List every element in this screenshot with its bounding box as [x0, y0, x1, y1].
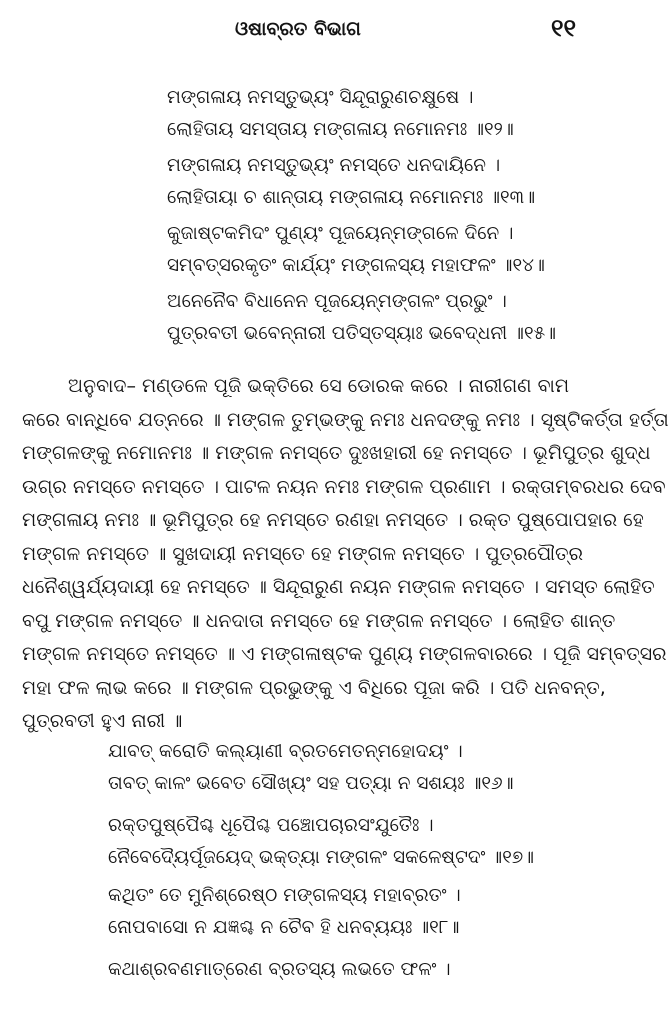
prose-line: ଉଗ୍ର ନମସ୍ତେ ନମସ୍ତେ । ପାଟଳ ନୟନ ନମଃ ମଙ୍ଗଳ ପ୍ରଣାମ । ରକ୍ତାମ୍ବରଧର ଦେବ: [22, 475, 666, 498]
verse-line: ଯାବତ୍ କରୋତି କଲ୍ୟାଣୀ ବ୍ରତମେତନ୍ମହୋଦୟଂ ।: [108, 741, 463, 762]
prose-line: ମଙ୍ଗଳ ନମସ୍ତେ ॥ ସୁଖଦାୟୀ ନମସ୍ତେ ହେ ମଙ୍ଗଳ ନମସ୍ତେ । ପୁତ୍ରପୌତ୍ର: [22, 542, 583, 565]
verse-line: ନୈବେଦ୍ୟୈର୍ପୂଜୟେଦ୍ ଭକ୍ତ୍ୟା ମଙ୍ଗଳଂ ସକଳେଷ୍ଟଦଂ ॥୧୭॥: [108, 847, 535, 868]
prose-line: ମହା ଫଳ ଲାଭ କରେ ॥ ମଙ୍ଗଳ ପ୍ରଭୁଙ୍କୁ ଏ ବିଧିରେ ପୂଜା କରି । ପତି ଧନବନ୍ତ,: [22, 676, 606, 699]
prose-line: ଧନୈଶ୍ୱର୍ଯ୍ୟଦାୟୀ ହେ ନମସ୍ତେ ॥ ସିନ୍ଦୂରାରୁଣ ନୟନ ମଙ୍ଗଳ ନମସ୍ତେ । ସମସ୍ତ ଲୋହିତ: [22, 576, 655, 598]
verse-line: ଲୋହିତାୟା ଚ ଶାନ୍ତାୟ ମଙ୍ଗଳାୟ ନମୋନମଃ ॥୧୩॥: [167, 187, 536, 208]
verse-line: ଅନେନୈବ ବିଧାନେନ ପୂଜୟେନ୍ମଙ୍ଗଳଂ ପ୍ରଭୁଂ ।: [167, 291, 507, 312]
verse-line: ନୋପବାସୋ ନ ଯଜ୍ଞଶ୍ଚ ନ ଚୈବ ହି ଧନବ୍ୟୟଃ ॥୧୮॥: [108, 917, 460, 938]
verse-line: ମଙ୍ଗଳାୟ ନମସ୍ତୁଭ୍ୟଂ ସିନ୍ଦୂରାରୁଣଚକ୍ଷୁଷେ ।: [167, 87, 474, 108]
prose-line: ବପୁ ମଙ୍ଗଳ ନମସ୍ତେ ॥ ଧନଦାତା ନମସ୍ତେ ହେ ମଙ୍ଗଳ ନମସ୍ତେ । ଲୋହିତ ଶାନ୍ତ: [22, 609, 616, 632]
verse-line: କଥାଶ୍ରବଣମାତ୍ରେଣ ବ୍ରତସ୍ୟ ଲଭତେ ଫଳଂ ।: [108, 959, 451, 980]
verse-15: [167, 286, 556, 350]
verse-line: ପୁତ୍ରବତୀ ଭବେନ୍ନାରୀ ପତିସ୍ତସ୍ୟାଃ ଭବେଦ୍ଧନୀ ॥୧୫॥: [167, 323, 557, 344]
prose-line: ମଙ୍ଗଳାୟ ନମଃ ॥ ଭୂମିପୁତ୍ର ହେ ନମସ୍ତେ ରଣହା ନମସ୍ତେ । ରକ୍ତ ପୁଷ୍ପୋପହାର ହେ: [22, 509, 644, 531]
verse-line: ସମ୍ବତ୍ସରକୃତଂ କାର୍ଯ୍ୟଂ ମଙ୍ଗଳସ୍ୟ ମହାଫଳଂ ॥୧୪॥: [167, 255, 545, 276]
verse-line: ତାବତ୍ କାଳଂ ଭବେତ ସୌଖ୍ୟଂ ସହ ପତ୍ୟା ନ ସଶୟଃ ॥୧୬॥: [108, 773, 514, 794]
verse-14: [167, 218, 545, 282]
prose-line: ମଙ୍ଗଳଙ୍କୁ ନମୋନମଃ ॥ ମଙ୍ଗଳ ନମସ୍ତେ ଦୁଃଖହାରୀ ହେ ନମସ୍ତେ । ଭୂମିପୁତ୍ର ଶୁଦ୍ଧ: [22, 442, 651, 464]
page-number: ୧୧: [550, 14, 576, 42]
verse-line: ଲୋହିତାୟ ସମସ୍ତାୟ ମଙ୍ଗଳାୟ ନମୋନମଃ ॥୧୨॥: [167, 119, 514, 140]
verse-line: କୁଜାଷ୍ଟକମିଦଂ ପୁଣ୍ୟଂ ପୂଜୟେନ୍ମଙ୍ଗଳେ ଦିନେ ।: [167, 223, 514, 244]
verse-19: [108, 954, 451, 986]
verse-17: [108, 810, 534, 874]
verse-line: କଥିତଂ ତେ ମୁନିଶ୍ରେଷ୍ଠ ମଙ୍ଗଳସ୍ୟ ମହାବ୍ରତଂ ।: [108, 885, 461, 906]
verse-12: [167, 82, 514, 146]
verse-18: [108, 880, 461, 944]
prose-line: ମଙ୍ଗଳ ନମସ୍ତେ ନମସ୍ତେ ॥ ଏ ମଙ୍ଗଳାଷ୍ଟକ ପୁଣ୍ୟ ମଙ୍ଗଳବାରରେ । ପୂଜି ସମ୍ବତ୍ସର: [22, 643, 667, 665]
verse-13: [167, 150, 535, 214]
verse-16: [108, 736, 514, 800]
prose-line: ଅନୁବାଦ– ମଣ୍ଡଳେ ପୂଜି ଭକ୍ତିରେ ସେ ଡୋରକ କରେ । ନାରୀଗଣ ବାମ: [68, 375, 570, 397]
prose-line: କରେ ବାନ୍ଧିବେ ଯତ୍ନରେ ॥ ମଙ୍ଗଳ ତୁମ୍ଭଙ୍କୁ ନମଃ ଧନଦଙ୍କୁ ନମଃ । ସୃଷ୍ଟିକର୍ତ୍ତା ହର୍ତ୍ତା: [22, 408, 669, 431]
prose-line: ପୁତ୍ରବତୀ ହୁଏ ନାରୀ ॥: [22, 710, 183, 732]
translation-paragraph: [22, 370, 669, 739]
verse-line: ମଙ୍ଗଳାୟ ନମସ୍ତୁଭ୍ୟଂ ନମସ୍ତେ ଧନଦାୟିନେ ।: [167, 155, 501, 176]
verse-line: ରକ୍ତପୁଷ୍ପୈଶ୍ଚ ଧୂପୈଶ୍ଚ ପଞ୍ଚୋପଚାରସଂଯୁତୈଃ ।: [108, 815, 434, 836]
running-title: ଓଷାବ୍ରତ ବିଭାଗ: [235, 18, 361, 40]
page-header: [0, 14, 600, 48]
